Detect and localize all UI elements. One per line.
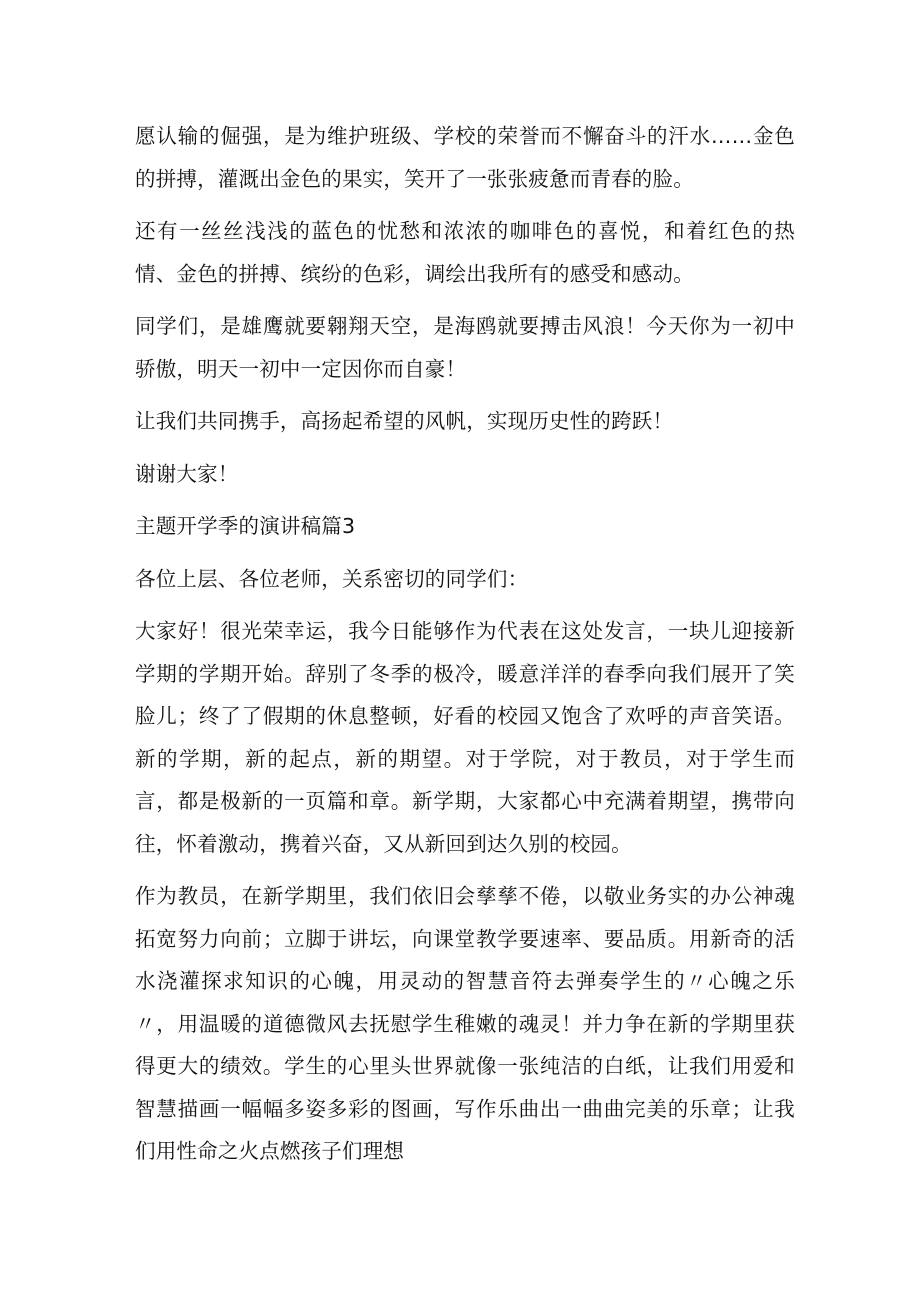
section-heading: 主题开学季的演讲稿篇3: [135, 514, 356, 538]
paragraph-colors: 还有一丝丝浅浅的蓝色的忧愁和浓浓的咖啡色的喜悦，和着红色的热情、金色的拼搏、缤纷的色彩，调绘出我所有的感受和感动。: [135, 219, 795, 286]
paragraph-teachers: 作为教员，在新学期里，我们依旧会孳孳不倦，以敬业务实的办公神魂拓宽努力向前；立脚于讲坛，向课堂教学要速率、要品质。用新奇的活水浇灌探求知识的心魄，用灵动的智慧音符去弹奏学生的〃心魄之乐〃，用温暖的道德微风去抚慰学生稚嫩的魂灵！并力争在新的学期里获得更大的绩效。学生的心里头世界就像一张纯洁的白纸，让我们用爱和智慧描画一幅幅多姿多彩的图画，写作乐曲出一曲曲完美的乐章；让我们用性命之火点燃孩子们理想: [135, 884, 795, 1163]
paragraph-salutation: 各位上层、各位老师，关系密切的同学们：: [135, 566, 529, 591]
paragraph-greeting: 大家好！很光荣幸运，我今日能够作为代表在这处发言，一块儿迎接新学期的学期开始。辞别了冬季的极冷，暖意洋洋的春季向我们展开了笑脸儿；终了了假期的休息整顿，好看的校园又饱含了欢呼的声音笑语。新的学期，新的起点，新的期望。对于学院，对于教员，对于学生而言，都是极新的一页篇和章。新学期，大家都心中充满着期望，携带向往，怀着激动，携着兴奋，又从新回到达久别的校园。: [135, 619, 795, 856]
paragraph-hand-in-hand: 让我们共同携手，高扬起希望的风帆，实现历史性的跨跃！: [135, 409, 674, 433]
paragraph-thanks: 谢谢大家！: [135, 461, 239, 486]
document-body: [135, 115, 795, 1183]
paragraph-continuation: 愿认输的倔强，是为维护班级、学校的荣誉而不懈奋斗的汗水……金色的拼搏，灌溉出金色的果实，笑开了一张张疲惫而青春的脸。: [135, 124, 795, 191]
paragraph-classmates: 同学们，是雄鹰就要翱翔天空，是海鸥就要搏击风浪！今天你为一初中骄傲，明天一初中一定因你而自豪！: [135, 314, 795, 381]
